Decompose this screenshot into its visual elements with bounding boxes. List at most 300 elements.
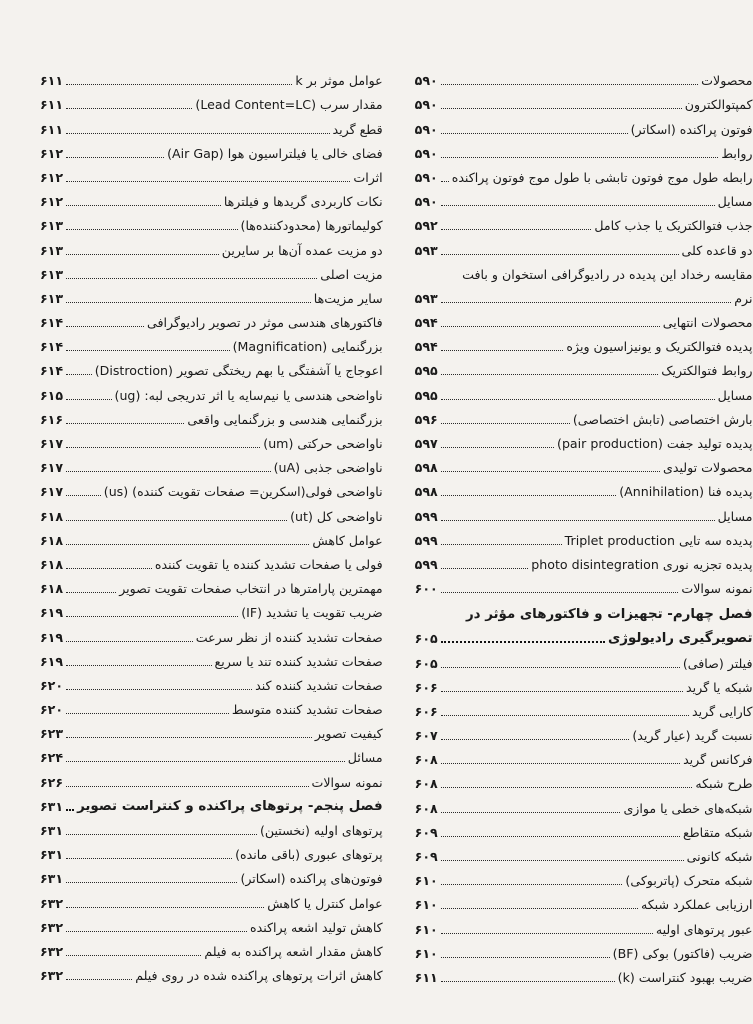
- toc-entry-title: شبکه متحرک (پاتربوکی): [625, 873, 753, 889]
- toc-entry-title: قطع گرید: [332, 121, 383, 137]
- toc-entry[interactable]: [415, 671, 753, 695]
- toc-page-number: ۶۱۲: [40, 169, 64, 185]
- toc-entry-title: شبکه یا گرید: [686, 679, 753, 695]
- toc-page-number: ۶۰۸: [414, 752, 438, 768]
- toc-entry-title: عوامل کاهش: [312, 532, 383, 548]
- toc-entry-title: کمپتوالکترون: [684, 97, 753, 113]
- toc-entry-title: فاکتورهای هندسی موثر در تصویر رادیوگرافی: [147, 315, 383, 331]
- dot-leader: [66, 641, 193, 642]
- dot-leader: [441, 739, 630, 740]
- toc-page-number: ۶۳۱: [40, 871, 64, 887]
- dot-leader: [66, 689, 252, 690]
- dot-leader: [66, 84, 292, 85]
- toc-entry[interactable]: [415, 572, 753, 596]
- dot-leader: [66, 809, 74, 811]
- dot-leader: [441, 691, 683, 692]
- toc-page-number: ۶۳۲: [40, 943, 64, 959]
- toc-page-number: ۶۱۲: [40, 194, 64, 210]
- toc-entry-title: پدیده تجزیه نوری photo disintegration: [531, 556, 753, 572]
- dot-leader: [66, 399, 111, 400]
- toc-entry-title: عوامل موثر بر k: [295, 73, 383, 89]
- toc-page-number: ۵۹۶: [414, 411, 438, 427]
- toc-page-number: ۶۱۳: [40, 266, 64, 282]
- toc-entry[interactable]: [40, 959, 383, 983]
- dot-leader: [66, 568, 152, 569]
- toc-entry-title: مقایسه رخداد این پدیده در رادیوگرافی استخوان و بافت: [462, 266, 753, 282]
- dot-leader: [441, 568, 529, 569]
- toc-columns: [40, 64, 753, 985]
- dot-leader: [441, 667, 680, 668]
- toc-page-number: ۵۹۷: [414, 436, 438, 451]
- toc-page-number: ۵۹۰: [414, 145, 438, 161]
- dot-leader: [66, 544, 309, 545]
- toc-entry[interactable]: [415, 64, 753, 88]
- toc-entry[interactable]: [415, 767, 753, 791]
- toc-page-number: ۶۲۶: [40, 774, 64, 790]
- toc-entry-title: نمونه سوالات: [311, 774, 383, 790]
- toc-entry[interactable]: [415, 354, 753, 378]
- toc-entry-title: ناواضحی حرکتی (um): [263, 436, 383, 451]
- dot-leader: [66, 326, 144, 327]
- toc-entry[interactable]: [40, 354, 383, 378]
- toc-entry-title: فوتون‌های پراکنده (اسکاتر): [240, 871, 383, 887]
- toc-page-number: ۶۰۰: [414, 581, 438, 597]
- toc-page-number: ۶۱۰: [414, 945, 438, 961]
- dot-leader: [66, 471, 271, 472]
- toc-entry[interactable]: [415, 112, 753, 136]
- dot-leader: [441, 787, 693, 788]
- dot-leader: [66, 616, 238, 617]
- dot-leader: [66, 907, 264, 908]
- dot-leader: [441, 447, 554, 448]
- toc-page-number: ۶۱۴: [40, 363, 64, 379]
- toc-page-number: ۵۹۹: [414, 532, 438, 548]
- toc-entry-title: مسایل: [717, 508, 753, 524]
- toc-entry[interactable]: [40, 935, 383, 959]
- dot-leader: [66, 205, 221, 206]
- toc-entry[interactable]: [415, 840, 753, 864]
- toc-entry[interactable]: [415, 282, 753, 306]
- chapter-heading: فصل چهارم- تجهیزات و فاکتورهای مؤثر در: [465, 607, 753, 623]
- toc-entry[interactable]: [40, 693, 383, 717]
- toc-entry-title: ناواضحی هندسی یا نیم‌سایه یا اثر تدریجی لبه: (ug): [114, 387, 383, 403]
- dot-leader: [441, 763, 680, 764]
- toc-entry-title: پدیده فتوالکتریک و یونیزاسیون ویژه: [566, 339, 753, 355]
- dot-leader: [441, 423, 570, 424]
- dot-leader: [441, 254, 679, 255]
- toc-page-number: ۵۹۴: [414, 315, 438, 331]
- toc-entry-title: صفحات تشدید کننده متوسط: [231, 702, 383, 718]
- dot-leader: [66, 713, 229, 714]
- toc-entry[interactable]: [40, 645, 383, 669]
- toc-entry[interactable]: [415, 912, 753, 936]
- toc-entry-title: صفحات تشدید کننده از نظر سرعت: [195, 629, 383, 645]
- toc-page-number: ۶۱۰: [414, 873, 438, 889]
- toc-page-number: ۶۱۸: [40, 532, 64, 548]
- toc-entry[interactable]: [415, 743, 753, 767]
- toc-page-number: ۵۹۸: [414, 460, 438, 476]
- toc-page-number: ۶۰۹: [414, 849, 438, 864]
- toc-page-number: ۵۹۳: [414, 242, 438, 258]
- toc-entry-title: فولی یا صفحات تشدید کننده یا تقویت کننده: [154, 556, 383, 572]
- toc-page-number: ۶۰۶: [414, 703, 438, 719]
- toc-entry[interactable]: [40, 886, 383, 910]
- toc-page-number: ۵۹۲: [414, 218, 438, 234]
- dot-leader: [441, 544, 562, 545]
- toc-entry[interactable]: [40, 475, 383, 499]
- toc-entry-title: ضریب تقویت یا تشدید (IF): [241, 605, 383, 621]
- dot-leader: [66, 302, 311, 303]
- toc-entry[interactable]: [415, 427, 753, 451]
- toc-entry[interactable]: [40, 282, 383, 306]
- toc-entry-title: ارزیابی عملکرد شبکه: [640, 897, 753, 913]
- toc-entry[interactable]: [415, 816, 753, 840]
- toc-entry[interactable]: [40, 838, 383, 862]
- toc-entry-title: کاهش مقدار اشعه پراکنده به فیلم: [204, 943, 383, 959]
- toc-page-number: ۶۰۸: [414, 776, 438, 792]
- dot-leader: [441, 520, 715, 521]
- toc-page-number: ۵۹۰: [414, 97, 438, 113]
- toc-entry[interactable]: [415, 88, 753, 112]
- toc-page-number: ۵۹۰: [414, 169, 438, 185]
- dot-leader: [441, 933, 653, 934]
- toc-entry[interactable]: [415, 695, 753, 719]
- toc-entry[interactable]: [40, 161, 383, 185]
- dot-leader: [441, 836, 680, 837]
- toc-entry[interactable]: [415, 233, 753, 257]
- toc-entry[interactable]: [40, 427, 383, 451]
- toc-entry[interactable]: [415, 961, 753, 985]
- dot-leader: [441, 108, 682, 109]
- toc-entry[interactable]: [40, 741, 383, 765]
- toc-entry-title: فوتون پراکنده (اسکاتر): [630, 121, 753, 137]
- dot-leader: [441, 350, 564, 351]
- toc-entry-title: کاهش اثرات پرتوهای پراکنده شده در روی فیلم: [135, 968, 383, 984]
- toc-entry-title: نمونه سوالات: [681, 581, 753, 597]
- toc-entry[interactable]: [40, 330, 383, 354]
- toc-entry-title: ضریب بهبود کنتراست (k): [617, 969, 753, 985]
- toc-entry-title: بارش اختصاصی (تابش اختصاصی): [572, 411, 753, 427]
- toc-entry[interactable]: [415, 306, 753, 330]
- toc-page-number: ۶۱۶: [40, 411, 64, 427]
- toc-entry-title: دو قاعده کلی: [681, 242, 753, 258]
- toc-page-number: ۶۱۷: [40, 436, 64, 451]
- dot-leader: [441, 957, 610, 958]
- toc-entry-title: فیلتر (صافی): [682, 655, 753, 671]
- toc-page-number: ۶۱۰: [414, 897, 438, 913]
- toc-entry-title: شبکه کانونی: [686, 849, 753, 864]
- toc-entry-title: فرکانس گرید: [683, 752, 753, 768]
- toc-page-number: ۶۰۶: [414, 679, 438, 695]
- toc-entry[interactable]: [40, 548, 383, 572]
- toc-entry[interactable]: [40, 88, 383, 112]
- toc-page-number: ۵۹۰: [414, 194, 438, 210]
- dot-leader: [66, 592, 116, 593]
- toc-page-number: ۶۱۱: [40, 73, 64, 89]
- toc-entry-title: روابط: [721, 145, 753, 161]
- toc-entry[interactable]: [415, 719, 753, 743]
- dot-leader: [441, 495, 617, 496]
- toc-page-number: ۶۱۹: [40, 629, 64, 645]
- toc-entry[interactable]: [40, 814, 383, 838]
- dot-leader: [441, 302, 732, 303]
- toc-entry-title: مسائل: [347, 750, 383, 766]
- toc-page-number: ۵۹۵: [414, 387, 438, 403]
- toc-entry[interactable]: [40, 209, 383, 233]
- toc-entry[interactable]: [40, 620, 383, 644]
- toc-entry-title: ناواضحی کل (ut): [290, 508, 383, 524]
- toc-entry-title: مسایل: [717, 387, 753, 403]
- toc-page-number: ۶۱۴: [40, 315, 64, 331]
- toc-page-number: ۶۱۰: [414, 921, 438, 937]
- toc-entry[interactable]: [40, 185, 383, 209]
- dot-leader: [66, 786, 308, 787]
- toc-entry-title: تصویرگیری رادیولوژی: [608, 631, 753, 647]
- toc-page-number: ۵۹۰: [414, 121, 438, 137]
- toc-entry-title: پدیده سه تایی Triplet production: [564, 532, 753, 548]
- toc-entry-title: پدیده تولید جفت (pair production): [557, 436, 753, 451]
- toc-page-number: ۶۳۱: [40, 798, 64, 814]
- toc-entry-title: محصولات: [701, 73, 753, 89]
- dot-leader: [66, 278, 317, 279]
- dot-leader: [441, 592, 679, 593]
- toc-page-number: ۶۳۱: [40, 823, 64, 838]
- dot-leader: [441, 229, 592, 230]
- toc-entry[interactable]: [415, 888, 753, 912]
- toc-page-number: ۶۳۲: [40, 968, 64, 984]
- toc-entry-title: جذب فتوالکتریک یا جذب کامل: [594, 218, 753, 234]
- toc-entry-title: اعوجاج یا آشفتگی یا بهم ریختگی تصویر (Distroction): [94, 363, 383, 379]
- dot-leader: [441, 157, 719, 158]
- toc-entry[interactable]: [415, 137, 753, 161]
- toc-entry[interactable]: [415, 622, 753, 646]
- toc-entry-title: روابط فتوالکتریک: [661, 363, 753, 379]
- dot-leader: [66, 882, 237, 883]
- toc-entry[interactable]: [415, 646, 753, 670]
- toc-page-number: ۶۳۲: [40, 895, 64, 911]
- toc-entry[interactable]: [415, 378, 753, 402]
- toc-entry[interactable]: [40, 499, 383, 523]
- dot-leader: [66, 229, 237, 230]
- toc-page-number: ۶۱۴: [40, 339, 64, 355]
- dot-leader: [66, 931, 247, 932]
- toc-entry-title: ناواضحی فولی(اسکرین= صفحات تقویت کننده) (us): [103, 484, 383, 500]
- toc-entry-title: مزیت اصلی: [320, 266, 383, 282]
- toc-entry-title: نرم: [734, 290, 753, 306]
- toc-page-number: ۵۹۸: [414, 484, 438, 500]
- toc-page-number: ۶۲۰: [40, 702, 64, 718]
- toc-page-number: ۶۱۱: [414, 969, 438, 985]
- dot-leader: [441, 641, 605, 643]
- toc-page-number: ۶۲۰: [40, 677, 64, 693]
- toc-column-left: [40, 64, 383, 985]
- dot-leader: [66, 834, 257, 835]
- dot-leader: [66, 181, 350, 182]
- toc-page-number: ۶۰۵: [414, 655, 438, 671]
- toc-entry[interactable]: [40, 233, 383, 257]
- dot-leader: [66, 447, 260, 448]
- toc-entry[interactable]: [40, 524, 383, 548]
- toc-page-number: ۶۰۸: [414, 800, 438, 816]
- toc-column-right: [415, 64, 753, 985]
- dot-leader: [66, 254, 219, 255]
- toc-page-number: ۶۳۱: [40, 847, 64, 863]
- toc-page-number: ۶۰۹: [414, 824, 438, 840]
- dot-leader: [66, 979, 132, 980]
- dot-leader: [66, 761, 345, 762]
- dot-leader: [66, 108, 192, 109]
- toc-entry-title: صفحات تشدید کننده کند: [255, 677, 383, 693]
- toc-entry-title: سایر مزیت‌ها: [313, 290, 383, 306]
- toc-page-number: ۵۹۰: [414, 73, 438, 89]
- toc-entry-title: کیفیت تصویر: [314, 726, 383, 742]
- toc-page-number: ۶۱۱: [40, 121, 64, 137]
- dot-leader: [66, 157, 164, 158]
- toc-entry[interactable]: [40, 596, 383, 620]
- dot-leader: [66, 737, 312, 738]
- toc-entry[interactable]: [40, 137, 383, 161]
- toc-entry-title: مهمترین پارامترها در انتخاب صفحات تقویت تصویر: [119, 581, 383, 597]
- toc-entry-title: عبور پرتوهای اولیه: [655, 921, 753, 937]
- toc-page-number: ۶۱۷: [40, 484, 64, 500]
- toc-entry[interactable]: [415, 451, 753, 475]
- toc-page-number: ۶۱۸: [40, 556, 64, 572]
- toc-entry[interactable]: [415, 548, 753, 572]
- toc-entry[interactable]: [40, 765, 383, 789]
- toc-page-number: ۶۰۵: [414, 631, 438, 647]
- dot-leader: [441, 715, 689, 716]
- dot-leader: [66, 350, 230, 351]
- dot-leader: [66, 858, 232, 859]
- dot-leader: [441, 981, 615, 982]
- dot-leader: [66, 665, 211, 666]
- toc-page-number: ۶۱۷: [40, 460, 64, 476]
- toc-entry-title: پرتوهای اولیه (نخستین): [259, 823, 383, 838]
- toc-entry[interactable]: [40, 717, 383, 741]
- toc-entry[interactable]: [415, 185, 753, 209]
- toc-page-number: ۶۱۳: [40, 218, 64, 234]
- toc-entry[interactable]: [415, 937, 753, 961]
- toc-entry-title: نسبت گرید (عیار گرید): [632, 728, 753, 744]
- dot-leader: [441, 860, 684, 861]
- toc-entry-title: اثرات: [353, 169, 383, 185]
- toc-entry[interactable]: [415, 403, 753, 427]
- toc-page-number: ۵۹۴: [414, 339, 438, 355]
- toc-page-number: ۶۲۴: [40, 750, 64, 766]
- toc-page-number: ۶۱۹: [40, 653, 64, 669]
- toc-entry-title: نکات کاربردی گریدها و فیلترها: [223, 194, 383, 210]
- dot-leader: [441, 133, 628, 134]
- dot-leader: [66, 133, 329, 134]
- toc-page-number: ۶۱۳: [40, 242, 64, 258]
- toc-entry[interactable]: [415, 499, 753, 523]
- toc-page-number: ۶۱۸: [40, 508, 64, 524]
- toc-entry[interactable]: [40, 306, 383, 330]
- toc-page-number: ۶۱۸: [40, 581, 64, 597]
- toc-entry[interactable]: [40, 669, 383, 693]
- dot-leader: [441, 471, 660, 472]
- toc-entry-title: بزرگنمایی هندسی و بزرگنمایی واقعی: [187, 411, 383, 427]
- toc-page-number: ۵۹۳: [414, 290, 438, 306]
- dot-leader: [441, 84, 698, 85]
- toc-entry-title: پدیده فنا (Annihilation): [619, 484, 753, 500]
- chapter-heading[interactable]: [40, 790, 383, 814]
- dot-leader: [441, 399, 715, 400]
- toc-entry[interactable]: [415, 330, 753, 354]
- toc-entry[interactable]: [415, 524, 753, 548]
- dot-leader: [66, 374, 92, 375]
- dot-leader: [441, 908, 638, 909]
- toc-page-number: ۶۱۲: [40, 145, 64, 161]
- toc-entry-title: پرتوهای عبوری (باقی مانده): [235, 847, 383, 863]
- toc-entry[interactable]: [40, 112, 383, 136]
- toc-entry[interactable]: [415, 864, 753, 888]
- dot-leader: [441, 181, 449, 182]
- dot-leader: [441, 812, 621, 813]
- toc-entry[interactable]: [40, 911, 383, 935]
- toc-page-number: ۶۱۳: [40, 290, 64, 306]
- toc-entry-title: فضای خالی یا فیلتراسیون هوا (Air Gap): [167, 145, 383, 161]
- toc-entry-title: شبکه‌های خطی یا موازی: [623, 800, 753, 816]
- toc-entry-title: دو مزیت عمده آن‌ها بر سایرین: [221, 242, 383, 258]
- toc-entry[interactable]: [40, 258, 383, 282]
- toc-page-number: ۶۲۳: [40, 726, 64, 742]
- toc-entry-title: صفحات تشدید کننده تند یا سریع: [214, 653, 383, 669]
- toc-entry-title: عوامل کنترل یا کاهش: [267, 895, 383, 911]
- toc-page-number: ۶۱۱: [40, 97, 64, 113]
- toc-entry-title: مسایل: [717, 194, 753, 210]
- toc-page-number: ۶۱۵: [40, 387, 64, 403]
- dot-leader: [441, 884, 623, 885]
- toc-entry-title: مقدار سرب (Lead Content=LC): [195, 97, 383, 113]
- toc-entry[interactable]: [40, 403, 383, 427]
- toc-entry-title: ضریب (فاکتور) بوکی (BF): [612, 945, 753, 961]
- toc-entry-title: کاهش تولید اشعه پراکنده: [250, 919, 383, 935]
- toc-entry-title: کولیماتورها (محدودکننده‌ها): [240, 218, 383, 234]
- toc-entry[interactable]: [415, 209, 753, 233]
- toc-entry[interactable]: [40, 572, 383, 596]
- toc-entry[interactable]: [415, 791, 753, 815]
- dot-leader: [441, 326, 660, 327]
- dot-leader: [66, 955, 201, 956]
- toc-entry-title: فصل پنجم- پرتوهای پراکنده و کنتراست تصویر: [77, 798, 383, 814]
- toc-entry-title: بزرگنمایی (Magnification): [232, 339, 383, 355]
- toc-entry[interactable]: [415, 161, 753, 185]
- toc-entry-title: رابطه طول موج فوتون تابشی با طول موج فوتون پراکنده: [451, 169, 753, 185]
- toc-entry[interactable]: [40, 862, 383, 886]
- toc-entry-title: طرح شبکه: [695, 776, 753, 792]
- toc-page-number: ۶۱۹: [40, 605, 64, 621]
- dot-leader: [66, 423, 184, 424]
- toc-page-number: ۵۹۵: [414, 363, 438, 379]
- dot-leader: [66, 520, 287, 521]
- toc-entry[interactable]: [415, 475, 753, 499]
- toc-entry[interactable]: [40, 451, 383, 475]
- dot-leader: [441, 205, 715, 206]
- dot-leader: [66, 495, 101, 496]
- toc-entry-title: محصولات انتهایی: [662, 315, 753, 331]
- toc-entry[interactable]: [40, 378, 383, 402]
- toc-entry-title: محصولات تولیدی: [663, 460, 753, 476]
- toc-entry-title: کارایی گرید: [692, 703, 753, 719]
- toc-page-number: ۵۹۹: [414, 508, 438, 524]
- toc-entry[interactable]: [40, 64, 383, 88]
- toc-entry-title: شبکه متقاطع: [682, 824, 753, 840]
- toc-page-number: ۵۹۹: [414, 556, 438, 572]
- toc-entry-title: ناواضحی جذبی (uA): [273, 460, 383, 476]
- dot-leader: [441, 374, 659, 375]
- toc-page-number: ۶۰۷: [414, 728, 438, 744]
